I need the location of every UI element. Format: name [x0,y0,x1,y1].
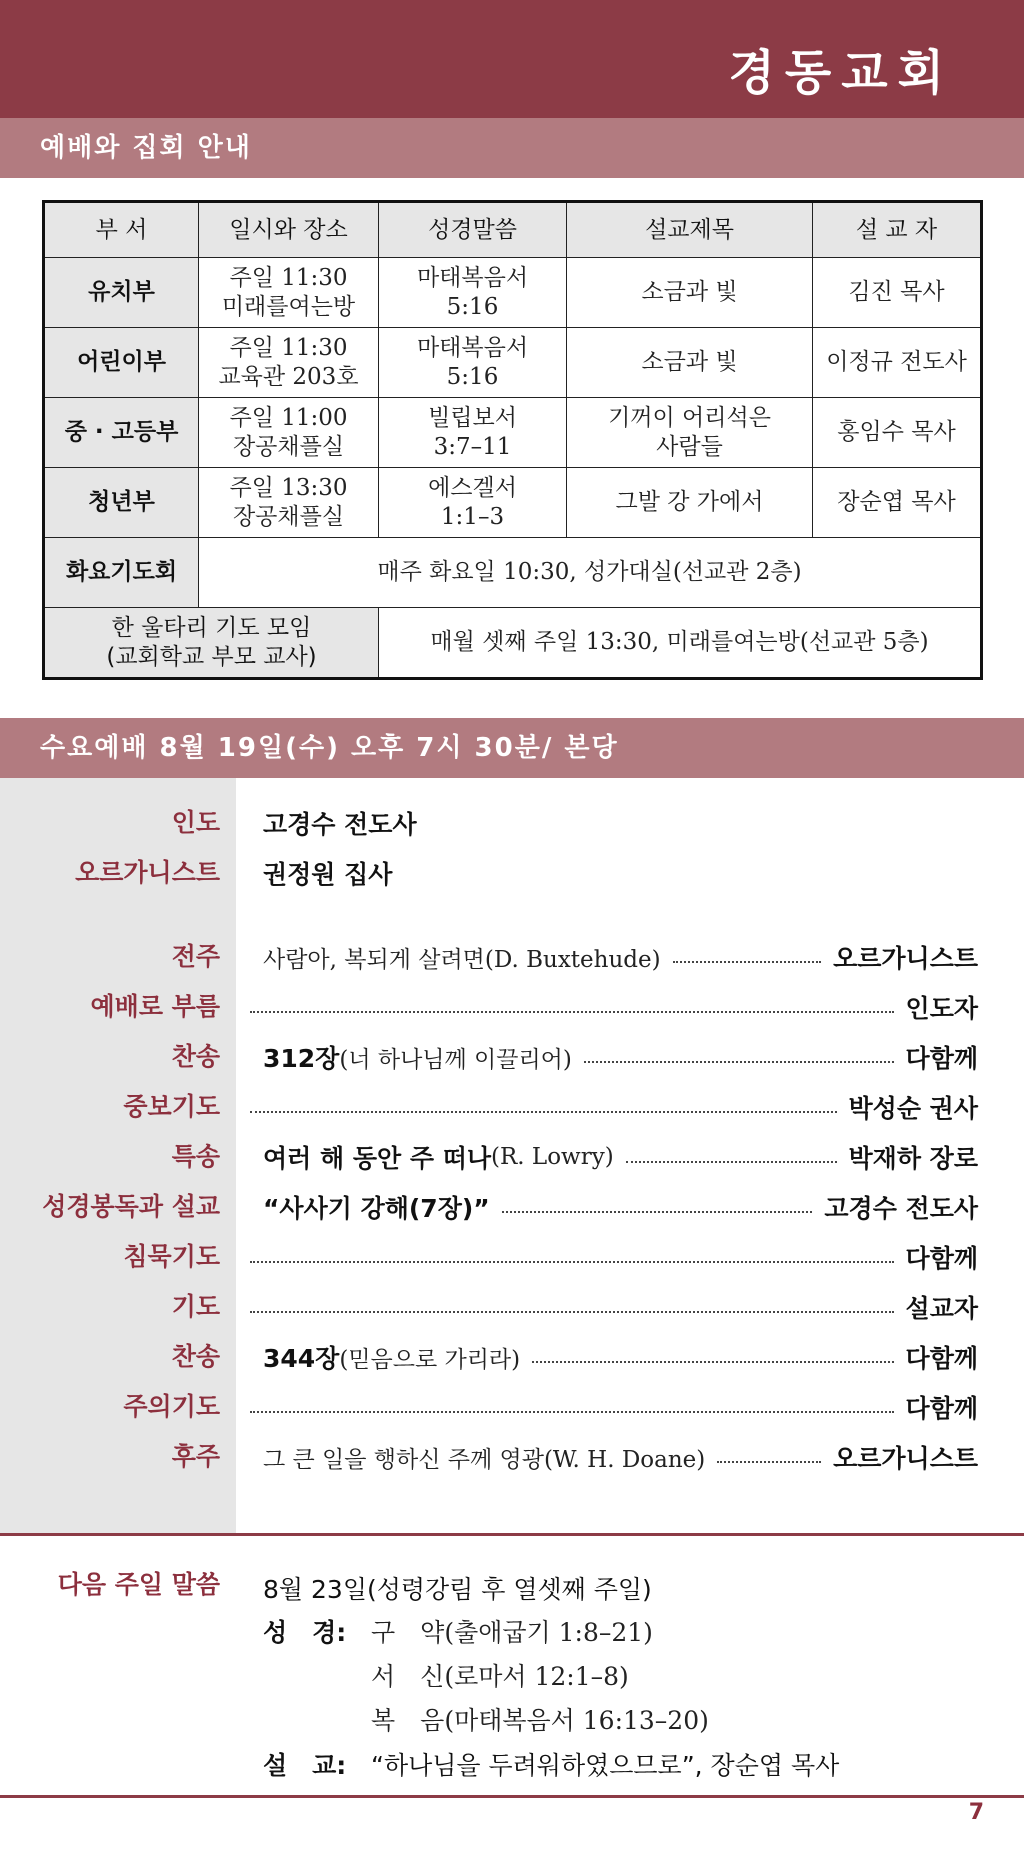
table-row [44,328,982,398]
time-cell: 주일 11:30 교육관 203호 [199,328,379,398]
header-bar [0,0,1024,118]
leader-row [0,803,1024,843]
dot-leader [717,1461,821,1463]
order-performer: 다함께 [905,1394,978,1423]
organist-row [0,853,1024,893]
order-label: 예배로 부름 [90,992,220,1021]
order-performer: 다함께 [905,1244,978,1273]
dot-leader [532,1361,893,1363]
time-cell: 주일 13:30 장공채플실 [199,468,379,538]
next-week-ot: 성 경: 구 약(출애굽기 1:8–21) [263,1618,653,1647]
bible-cell: 마태복음서 5:16 [379,258,567,328]
next-week-gospel: 복 음(마태복음서 16:13–20) [371,1706,709,1735]
next-week-date: 8월 23일(성령강림 후 열셋째 주일) [263,1575,652,1604]
dot-leader [250,1261,894,1263]
order-row-postlude [0,1437,1024,1477]
dot-leader [250,1311,894,1313]
organist-name: 권정원 집사 [263,860,393,889]
next-week-label: 다음 주일 말씀 [57,1570,220,1599]
organist-label: 오르가니스트 [75,858,220,887]
col-header-sermon-title: 설교제목 [567,202,813,258]
order-label: 주의기도 [123,1392,220,1421]
dot-leader [502,1211,813,1213]
order-bold: 312장 [263,1044,340,1073]
dot-leader [673,961,822,963]
table-row [44,608,982,679]
preacher-cell: 김진 목사 [813,258,982,328]
dept-cell: 어린이부 [44,328,199,398]
preacher-cell: 장순엽 목사 [813,468,982,538]
table-row [44,258,982,328]
section-title-wednesday: 수요예배 8월 19일(수) 오후 7시 30분/ 본당 [0,718,1024,778]
order-row-intercession [0,1087,1024,1127]
title-cell: 기꺼이 어리석은 사람들 [567,398,813,468]
bible-cell: 에스겔서 1:1–3 [379,468,567,538]
order-row-prayer [0,1287,1024,1327]
tuesday-info-cell: 매주 화요일 10:30, 성가대실(선교관 2층) [199,538,982,608]
bible-cell: 빌립보서 3:7–11 [379,398,567,468]
dept-cell: 청년부 [44,468,199,538]
order-bold: 여러 해 동안 주 떠나 [263,1144,492,1173]
preacher-cell: 이정규 전도사 [813,328,982,398]
order-performer: 오르가니스트 [833,944,978,973]
order-row-call [0,987,1024,1027]
order-bold: 344장 [263,1344,340,1373]
table-row [44,468,982,538]
preacher-cell: 홍임수 목사 [813,398,982,468]
order-label: 특송 [171,1142,220,1171]
section-title-services: 예배와 집회 안내 [0,118,1024,178]
leader-name: 고경수 전도사 [263,810,417,839]
dot-leader [250,1011,894,1013]
order-row-sermon [0,1187,1024,1227]
col-header-bible: 성경말씀 [379,202,567,258]
order-performer: 설교자 [905,1294,978,1323]
order-row-silent-prayer [0,1237,1024,1277]
section-divider [0,1533,1024,1536]
next-week-epistle: 서 신(로마서 12:1–8) [371,1662,629,1691]
table-header-row [44,202,982,258]
order-row-prelude [0,937,1024,977]
col-header-time: 일시와 장소 [199,202,379,258]
order-label: 후주 [171,1442,220,1471]
time-cell: 주일 11:30 미래를여는방 [199,258,379,328]
dept-cell: 화요기도회 [44,538,199,608]
dot-leader [250,1111,837,1113]
footer-line [0,1795,1024,1798]
order-bold: “사사기 강해(7장)” [263,1194,490,1223]
order-performer: 인도자 [905,994,978,1023]
order-label: 중보기도 [123,1092,220,1121]
order-row-lords-prayer [0,1387,1024,1427]
title-cell: 그발 강 가에서 [567,468,813,538]
schedule-table [42,200,983,680]
dot-leader [626,1161,837,1163]
order-label: 침묵기도 [123,1242,220,1271]
order-performer: 오르가니스트 [833,1444,978,1473]
order-performer: 박성순 권사 [848,1094,978,1123]
order-text: (너 하나님께 이끌리어) [339,1046,572,1073]
order-label: 찬송 [171,1342,220,1371]
order-label: 성경봉독과 설교 [42,1192,220,1221]
dot-leader [584,1061,894,1063]
order-label: 찬송 [171,1042,220,1071]
order-performer: 다함께 [905,1344,978,1373]
time-cell: 주일 11:00 장공채플실 [199,398,379,468]
dept-cell: 한 울타리 기도 모임 (교회학교 부모 교사) [44,608,379,679]
leader-label: 인도 [171,808,220,837]
order-performer: 다함께 [905,1044,978,1073]
order-text: (R. Lowry) [491,1144,614,1170]
order-text: 그 큰 일을 행하신 주께 영광(W. H. Doane) [263,1446,706,1473]
order-performer: 고경수 전도사 [824,1194,978,1223]
church-logo: 경동교회 [728,45,954,101]
dept-cell: 중 · 고등부 [44,398,199,468]
dept-cell: 유치부 [44,258,199,328]
page-number: 7 [968,1800,984,1825]
dot-leader [250,1411,894,1413]
bible-cell: 마태복음서 5:16 [379,328,567,398]
next-week-sermon: 설 교: “하나님을 두려워하였으므로”, 장순엽 목사 [263,1751,840,1780]
title-cell: 소금과 빛 [567,328,813,398]
fence-info-cell: 매월 셋째 주일 13:30, 미래를여는방(선교관 5층) [379,608,982,679]
table-row [44,538,982,608]
order-label: 기도 [171,1292,220,1321]
col-header-preacher: 설 교 자 [813,202,982,258]
title-cell: 소금과 빛 [567,258,813,328]
order-label: 전주 [171,942,220,971]
col-header-dept: 부 서 [44,202,199,258]
order-row-hymn1 [0,1037,1024,1077]
order-text: (믿음으로 가리라) [339,1346,521,1373]
order-row-hymn2 [0,1337,1024,1377]
order-performer: 박재하 장로 [848,1144,978,1173]
table-row [44,398,982,468]
order-row-special [0,1137,1024,1177]
order-text: 사람아, 복되게 살려면(D. Buxtehude) [263,946,661,973]
